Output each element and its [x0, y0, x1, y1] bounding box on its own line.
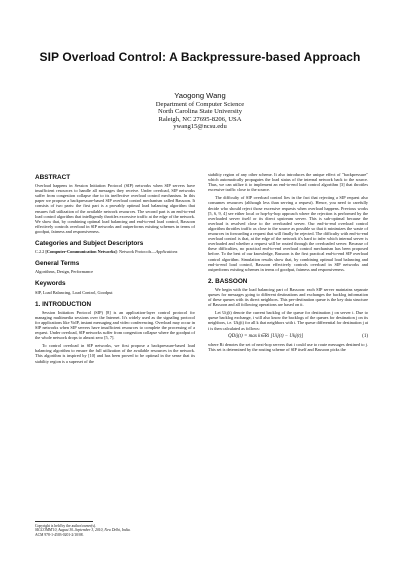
- right-paragraph-2: The difficulty of SIP overload control lies in the fact that rejecting a SIP request also consumes resources (although less than serving a request). Hence, you need to carefully decide who should reject those excessive requests when overload happens. Previous works [5, 6, 9, 4] see either local or hop-by-hop approach where the rejection is performed by the overloaded server itself or its direct upstream server. This is sub-optimal because the overload is resolved close to the overloaded server. Our end-to-end overload control algorithm throttles traffic as close to the source as possible so that it minimizes the waste of resources in forwarding a request that will finally be rejected. The difficulty with end-to-end overload control is that, at the edge of the network it's hard to infer which internal server is overloaded and whether a request will be routed through the overloaded server. Because of these difficulties, no practical end-to-end overload control mechanism has been proposed before. To the best of our knowledge, Bassoon is the first practical end-to-end SIP overload control algorithm. Simulation results show that, by combining optimal load balancing and end-to-end load control, Bassoon effectively controls overload in SIP networks and outperforms existing schemes in terms of goodput, fairness and responsiveness.: [208, 195, 368, 272]
- copyright-line-3: ACM 978-1-4503-0201-2/10/08.: [35, 532, 84, 537]
- copyright-line-2: SIGCOMM'10, August 30–September 3, 2010, New Delhi, India.: [35, 528, 131, 533]
- general-terms-text: Algorithms, Design, Performance: [35, 269, 93, 275]
- keywords-text: SIP, Load Balancing, Load Control, Goodput: [35, 289, 113, 295]
- copyright-rule: [35, 521, 93, 522]
- intro-paragraph-1: Session Initiation Protocol (SIP) [8] is an application-layer control protocol for managing multimedia sessions over the Internet. It's widely used as the signaling protocol for applications like VoIP, instant messaging and video conferencing. Overload may occur in SIP networks when SIP servers have insufficient resources to complete the processing of a request. Under overload, SIP networks suffer from congestion collapse where the goodput of the whole network drops to almost zero [5, 7].: [35, 309, 195, 341]
- right-column: [208, 172, 368, 355]
- equation-1: [208, 334, 368, 339]
- equation-formula: QDij(t) = max k∈Ri [Uij(t) − Ukj(t)]: [228, 333, 304, 339]
- bassoon-heading: 2. BASSOON: [208, 277, 248, 285]
- right-paragraph-1: stability region of any other scheme. It also introduces the unique effect of "backpressure" which automatically propagates the load status of the internal network back to the source. Thus, we can utilize it to implement an end-to-end load control algorithm [3] that throttles excessive traffic close to the source.: [208, 172, 368, 193]
- abstract-text: Overload happens in Session Initiation Protocol (SIP) networks when SIP servers have insufficient resources to handle all messages they receive. Under overload, SIP networks suffer from congestion collapse due to its ineffective overload control mechanism. In this paper we propose a backpressure-based SIP overload control mechanism called Bassoon. It consists of two parts: the first part is a provably optimal load balancing algorithm that ensures full utilization of the available network resources. The second part is an end-to-end load control algorithm that intelligently throttles excessive traffic at the edge of the network. We show that, by combining optimal load balancing and end-to-end load control, Bassoon effectively controls overload in SIP networks and outperforms existing schemes in terms of goodput, fairness and responsiveness.: [35, 183, 195, 234]
- paper-title: SIP Overload Control: A Backpressure-based Approach: [39, 50, 361, 64]
- categories-text: C.2.2 [Computer-Communication Networks]: Network Protocols—Applications: [35, 249, 178, 255]
- bassoon-paragraph-1: We begin with the load balancing part of Bassoon: each SIP server maintains separate queues for messages going to different destinations and exchanges the backlog information of these queues with its direct neighbors. This per-destination queue is the key data structure of Bassoon and all following operations are based on it.: [208, 286, 368, 308]
- equation-number: (1): [362, 333, 368, 339]
- author-block: [0, 92, 400, 131]
- keywords-heading: Keywords: [35, 280, 66, 288]
- left-column: [35, 168, 195, 367]
- author-dept: Department of Computer Science: [155, 100, 245, 108]
- author-university: North Carolina State University: [157, 108, 243, 116]
- author-email: ywang15@ncsu.edu: [173, 123, 227, 131]
- author-name: Yaogong Wang: [174, 91, 226, 100]
- copyright-block: [35, 521, 195, 537]
- intro-paragraph-2: To control overload in SIP networks, we first propose a backpressure-based load balancing algorithm to ensure the full utilization of the available resources in the network. This algorithm is inspired by [10] and has been proved to be optimal in the sense that its stability region is a superset of the: [35, 343, 195, 364]
- intro-heading: 1. INTRODUCTION: [35, 300, 92, 308]
- bassoon-paragraph-3: where Ri denotes the set of next-hop servers that i could use to route messages destined to j. This set is determined by the routing scheme of SIP itself and Bassoon picks the: [208, 341, 368, 352]
- general-terms-heading: General Terms: [35, 260, 80, 268]
- copyright-line-1: Copyright is held by the author/owner(s).: [35, 524, 97, 528]
- abstract-heading: ABSTRACT: [35, 174, 71, 181]
- bassoon-paragraph-2: Let Uij(t) denote the current backlog of the queue for destination j on server i. Due to queue backlog exchange, i will also know the backlogs of the queues for destination j on its neighbors, i.e. Ukj(t) for all k that neighbors with i. The queue differential for destination j at i is then calculated as follows:: [208, 310, 368, 331]
- categories-heading: Categories and Subject Descriptors: [35, 240, 144, 248]
- author-city: Raleigh, NC 27695-8206, USA: [158, 115, 242, 123]
